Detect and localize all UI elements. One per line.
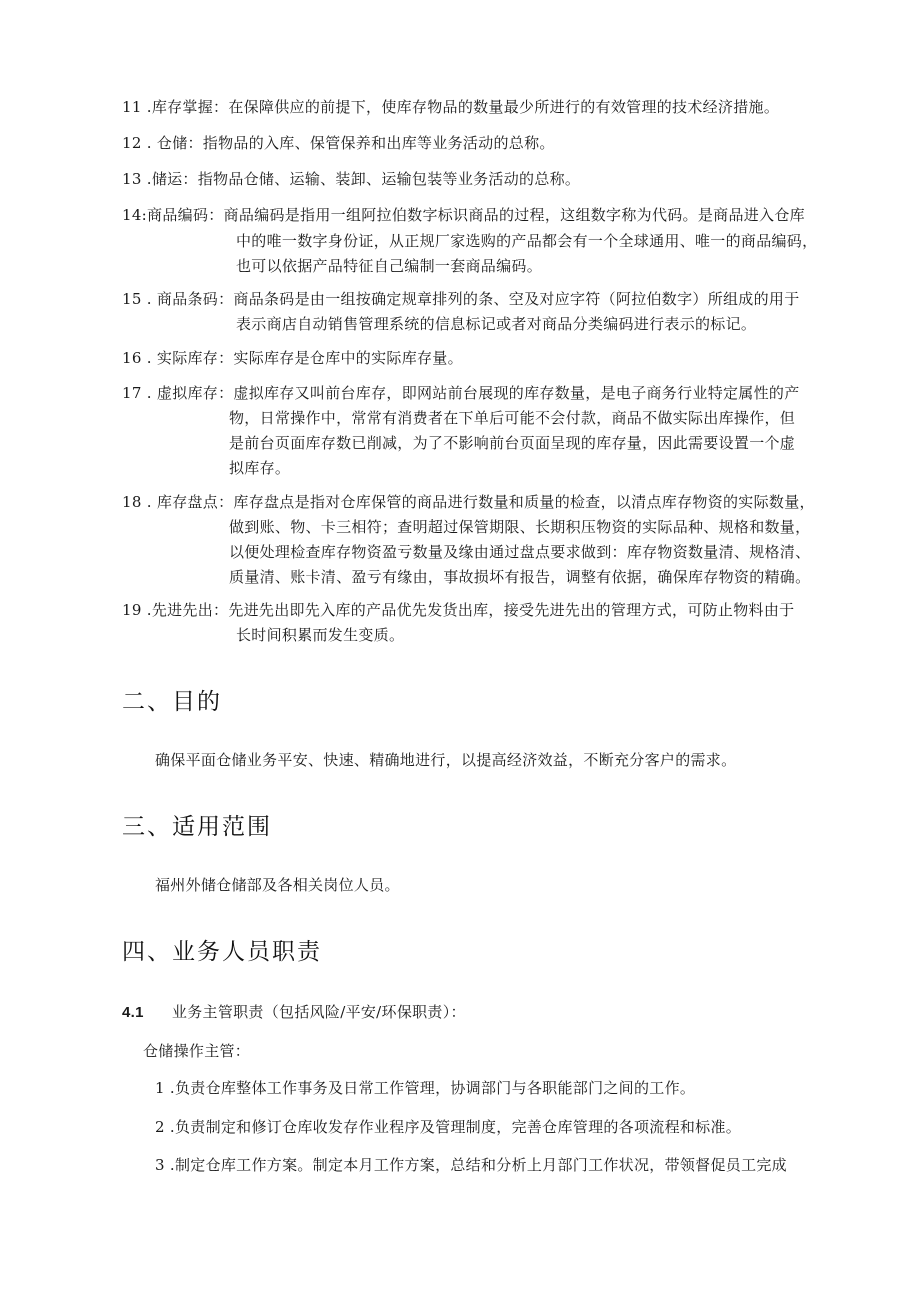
role-title: 仓储操作主管：: [143, 1042, 251, 1060]
subsection-title: 业务主管职责（包括风险/平安/环保职责）：: [171, 1003, 466, 1021]
section-heading-duties: 四、业务人员职责: [122, 939, 322, 965]
definition-18-cont: 以便处理检查库存物资盈亏数量及缘由通过盘点要求做到：库存物资数量清、规格清、: [229, 543, 811, 561]
definition-14: 14:商品编码：商品编码是指用一组阿拉伯数字标识商品的过程，这组数字称为代码。是商品进入仓库: [122, 206, 805, 224]
subsection-number: 4.1: [122, 1004, 144, 1021]
definition-17: 17 . 虚拟库存：虚拟库存又叫前台库存，即网站前台展现的库存数量，是电子商务行业特定属性的产: [122, 384, 800, 402]
section-body-purpose: 确保平面仓储业务平安、快速、精确地进行，以提高经济效益，不断充分客户的需求。: [155, 751, 737, 769]
definition-15-cont: 表示商店自动销售管理系统的信息标记或者对商品分类编码进行表示的标记。: [236, 315, 757, 333]
duty-item: 3 .制定仓库工作方案。制定本月工作方案，总结和分析上月部门工作状况，带领督促员工完成: [155, 1156, 787, 1174]
definition-14-cont: 也可以依据产品特征自己编制一套商品编码。: [236, 257, 543, 275]
definition-13: 13 .储运：指物品仓储、运输、装卸、运输包装等业务活动的总称。: [122, 170, 581, 188]
duty-item: 2 .负责制定和修订仓库收发存作业程序及管理制度，完善仓库管理的各项流程和标准。: [155, 1118, 742, 1136]
definition-17-cont: 物，日常操作中，常常有消费者在下单后可能不会付款，商品不做实际出库操作，但: [229, 409, 796, 427]
subsection-4-1: [122, 1002, 466, 1023]
definition-19-cont: 长时间积累而发生变质。: [236, 626, 405, 644]
definition-16: 16 . 实际库存：实际库存是仓库中的实际库存量。: [122, 349, 463, 367]
definition-15: 15 . 商品条码：商品条码是由一组按确定规章排列的条、空及对应字符（阿拉伯数字）所组成的用于: [122, 290, 800, 308]
duty-item: 1 .负责仓库整体工作事务及日常工作管理，协调部门与各职能部门之间的工作。: [155, 1079, 696, 1097]
definition-11: 11 .库存掌握：在保障供应的前提下，使库存物品的数量最少所进行的有效管理的技术经济措施。: [122, 98, 780, 116]
definition-17-cont: 拟库存。: [229, 459, 291, 477]
definition-19: 19 .先进先出：先进先出即先入库的产品优先发货出库，接受先进先出的管理方式，可防止物料由于: [122, 601, 795, 619]
section-heading-purpose: 二、目的: [122, 689, 222, 715]
section-heading-scope: 三、适用范围: [122, 814, 272, 840]
definition-17-cont: 是前台页面库存数已削减，为了不影响前台页面呈现的库存量，因此需要设置一个虚: [229, 434, 796, 452]
definition-18-cont: 质量清、账卡清、盈亏有缘由，事故损坏有报告，调整有依据，确保库存物资的精确。: [229, 568, 811, 586]
definition-12: 12 . 仓储：指物品的入库、保管保养和出库等业务活动的总称。: [122, 134, 555, 152]
definition-18-cont: 做到账、物、卡三相符；查明超过保管期限、长期积压物资的实际品种、规格和数量，: [229, 518, 811, 536]
definition-14-cont: 中的唯一数字身份证，从正规厂家选购的产品都会有一个全球通用、唯一的商品编码，: [236, 232, 818, 250]
definition-18: 18 . 库存盘点：库存盘点是指对仓库保管的商品进行数量和质量的检查，以清点库存物资的实际数量，: [122, 493, 815, 511]
section-body-scope: 福州外储仓储部及各相关岗位人员。: [155, 876, 400, 894]
